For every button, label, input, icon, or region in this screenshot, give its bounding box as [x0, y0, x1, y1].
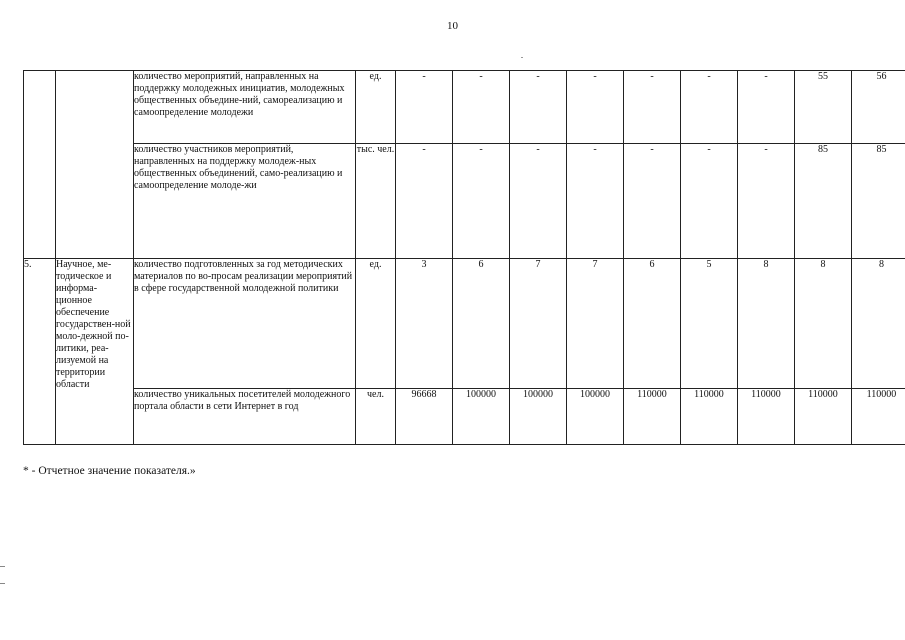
value-cell: 100000	[567, 389, 624, 445]
value-cell: 110000	[681, 389, 738, 445]
indicators-table	[23, 70, 905, 445]
value-cell: -	[624, 71, 681, 144]
table-row	[24, 144, 905, 259]
margin-mark	[0, 566, 5, 567]
page-number: 10	[447, 20, 458, 32]
value-cell: -	[624, 144, 681, 259]
scan-speck	[521, 57, 523, 58]
footnote: * - Отчетное значение показателя.»	[23, 465, 196, 477]
value-cell: 100000	[510, 389, 567, 445]
value-cell: 8	[738, 259, 795, 389]
value-cell: -	[453, 71, 510, 144]
value-cell: -	[681, 144, 738, 259]
value-cell: -	[396, 144, 453, 259]
value-cell: 110000	[795, 389, 852, 445]
margin-mark	[0, 583, 5, 584]
indicator-cell: количество мероприятий, направленных на поддержку молодежных инициатив, молодежных общественных объедине-ний, самореализацию и самоопределение молодежи	[134, 71, 356, 144]
value-cell: 56	[852, 71, 905, 144]
value-cell: 85	[852, 144, 905, 259]
table-row	[24, 389, 905, 445]
row-index: 5.	[24, 259, 56, 445]
value-cell: -	[567, 144, 624, 259]
value-cell: -	[510, 144, 567, 259]
value-cell: -	[396, 71, 453, 144]
value-cell: 6	[453, 259, 510, 389]
value-cell: 3	[396, 259, 453, 389]
value-cell: 96668	[396, 389, 453, 445]
value-cell: -	[453, 144, 510, 259]
value-cell: 8	[795, 259, 852, 389]
activity-name: Научное, ме-тодическое и информа-ционное обеспечение государствен-ной моло-дежной по-литики, реа-лизуемой на территории области	[56, 259, 134, 445]
unit-cell: чел.	[356, 389, 396, 445]
value-cell: 55	[795, 71, 852, 144]
value-cell: 5	[681, 259, 738, 389]
value-cell: 110000	[624, 389, 681, 445]
value-cell: 7	[567, 259, 624, 389]
value-cell: -	[567, 71, 624, 144]
value-cell: 8	[852, 259, 905, 389]
value-cell: 6	[624, 259, 681, 389]
value-cell: -	[510, 71, 567, 144]
index-cell-empty	[24, 71, 56, 259]
value-cell: -	[738, 144, 795, 259]
value-cell: 7	[510, 259, 567, 389]
table-row	[24, 259, 905, 389]
value-cell: 110000	[852, 389, 905, 445]
unit-cell: тыс. чел.	[356, 144, 396, 259]
unit-cell: ед.	[356, 259, 396, 389]
value-cell: 100000	[453, 389, 510, 445]
value-cell: -	[738, 71, 795, 144]
value-cell: -	[681, 71, 738, 144]
name-cell-empty	[56, 71, 134, 259]
unit-cell: ед.	[356, 71, 396, 144]
value-cell: 85	[795, 144, 852, 259]
value-cell: 110000	[738, 389, 795, 445]
indicator-cell: количество подготовленных за год методических материалов по во-просам реализации мероприятий в сфере государственной молодежной политики	[134, 259, 356, 389]
table-row	[24, 71, 905, 144]
indicator-cell: количество участников мероприятий, направленных на поддержку молодеж-ных общественных объединений, само-реализацию и самоопределение молоде-жи	[134, 144, 356, 259]
indicator-cell: количество уникальных посетителей молодежного портала области в сети Интернет в год	[134, 389, 356, 445]
